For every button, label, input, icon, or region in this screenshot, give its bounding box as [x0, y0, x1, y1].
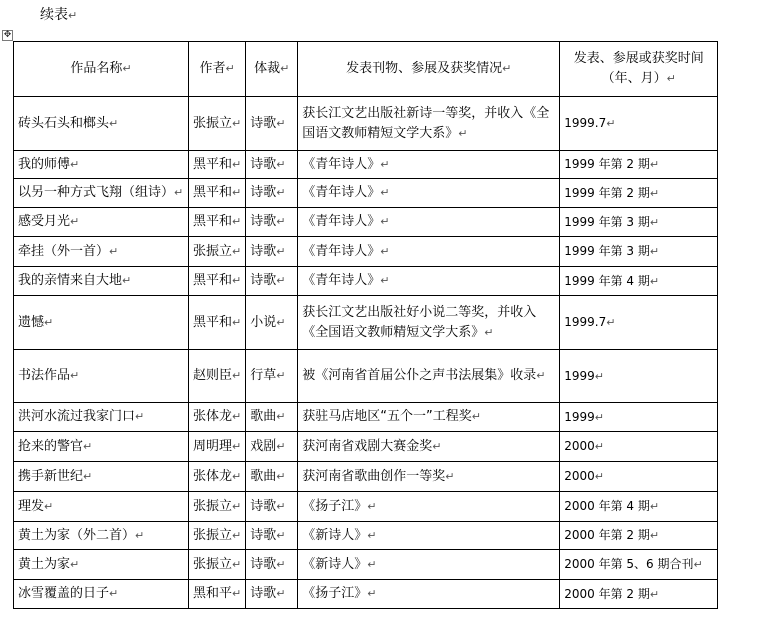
table-row	[14, 403, 718, 432]
paragraph-mark-icon: ↵	[44, 315, 54, 329]
cell-time	[560, 403, 718, 432]
cell-author-text: 黑和平	[193, 586, 233, 601]
paragraph-mark-icon: ↵	[232, 499, 242, 513]
cell-genre-text: 歌曲	[250, 409, 277, 424]
paragraph-mark-icon: ↵	[276, 244, 286, 258]
paragraph-mark-icon: ↵	[109, 587, 119, 600]
cell-time-text: 1999 年第 2 期	[564, 185, 650, 200]
paragraph-mark-icon: ↵	[458, 126, 468, 140]
cell-time-text: 1999.7	[564, 315, 607, 329]
paragraph-mark-icon: ↵	[606, 316, 616, 329]
paragraph-mark-icon: ↵	[649, 529, 660, 542]
paragraph-mark-icon: ↵	[484, 325, 494, 339]
cell-genre-text: 歌曲	[250, 468, 277, 484]
cell-author	[189, 97, 246, 151]
cell-genre	[246, 237, 298, 267]
paragraph-mark-icon: ↵	[276, 369, 286, 382]
cell-title	[14, 151, 189, 179]
paragraph-mark-icon: ↵	[367, 557, 377, 571]
cell-title-text: 遗憾	[18, 314, 45, 330]
works-table	[13, 41, 718, 609]
paragraph-mark-icon: ↵	[367, 499, 377, 513]
paragraph-mark-icon: ↵	[83, 469, 93, 483]
cell-genre-text: 诗歌	[250, 156, 277, 172]
cell-title	[14, 522, 189, 550]
paragraph-mark-icon: ↵	[445, 469, 455, 483]
paragraph-mark-icon: ↵	[276, 469, 286, 483]
cell-publication-text: 获长江文艺出版社新诗一等奖，并收入《全国语文教师精短文学大系》	[302, 105, 550, 141]
header-author: 作者↵	[189, 42, 246, 97]
cell-time	[560, 97, 718, 151]
cell-publication	[298, 267, 560, 296]
cell-title-text: 感受月光	[18, 214, 71, 229]
paragraph-mark-icon: ↵	[232, 244, 242, 258]
table-move-handle-icon[interactable]: ✥	[3, 30, 12, 40]
paragraph-mark-icon: ↵	[232, 469, 242, 483]
cell-genre	[246, 580, 298, 609]
cell-time	[560, 580, 718, 609]
paragraph-mark-icon: ↵	[594, 470, 604, 483]
paragraph-mark-icon: ↵	[109, 116, 119, 130]
paragraph-mark-icon: ↵	[276, 587, 286, 600]
cell-publication-text: 《新诗人》	[302, 527, 368, 543]
cell-genre-text: 戏剧	[250, 438, 277, 454]
cell-title	[14, 179, 189, 208]
cell-title-text: 黄土为家（外二首）	[18, 527, 136, 543]
cell-publication-text: 《青年诗人》	[302, 273, 381, 288]
paragraph-mark-icon: ↵	[68, 9, 78, 22]
table-caption	[40, 6, 77, 25]
paragraph-mark-icon: ↵	[649, 158, 660, 171]
paragraph-mark-icon: ↵	[70, 157, 80, 171]
cell-publication	[298, 350, 560, 403]
cell-author	[189, 462, 246, 492]
cell-author	[189, 432, 246, 462]
paragraph-mark-icon: ↵	[380, 186, 390, 199]
paragraph-mark-icon: ↵	[232, 274, 242, 287]
paragraph-mark-icon: ↵	[232, 439, 242, 453]
cell-time-text: 2000 年第 2 期	[564, 528, 650, 542]
cell-publication	[298, 151, 560, 179]
paragraph-mark-icon: ↵	[135, 528, 145, 542]
paragraph-mark-icon: ↵	[276, 439, 286, 453]
cell-genre	[246, 462, 298, 492]
cell-time-text: 2000	[564, 439, 595, 453]
cell-publication	[298, 97, 560, 151]
cell-author	[189, 350, 246, 403]
paragraph-mark-icon: ↵	[174, 186, 184, 199]
cell-publication-text: 被《河南省首届公仆之声书法展集》收录	[302, 368, 537, 383]
cell-title-text: 抢来的警官	[18, 438, 84, 454]
cell-author	[189, 267, 246, 296]
table-row	[14, 350, 718, 403]
paragraph-mark-icon: ↵	[232, 557, 242, 571]
paragraph-mark-icon: ↵	[536, 369, 546, 382]
cell-time	[560, 432, 718, 462]
cell-publication-text: 获河南省歌曲创作一等奖	[302, 468, 446, 484]
cell-genre	[246, 403, 298, 432]
paragraph-mark-icon: ↵	[649, 500, 660, 513]
cell-time-text: 1999 年第 3 期	[564, 214, 650, 229]
table-row	[14, 267, 718, 296]
paragraph-mark-icon: ↵	[122, 274, 132, 287]
cell-publication	[298, 492, 560, 522]
header-time: 发表、参展或获奖时间 （年、月）↵	[560, 42, 718, 97]
cell-author-text: 黑平和	[193, 214, 233, 229]
table-row	[14, 237, 718, 267]
cell-time-text: 1999 年第 3 期	[564, 244, 650, 258]
paragraph-mark-icon: ↵	[606, 117, 616, 130]
paragraph-mark-icon: ↵	[276, 215, 286, 228]
header-publication: 发表刊物、参展及获奖情况↵	[298, 42, 560, 97]
paragraph-mark-icon: ↵	[276, 186, 286, 199]
paragraph-mark-icon: ↵	[232, 186, 242, 199]
cell-genre	[246, 522, 298, 550]
cell-author	[189, 179, 246, 208]
cell-publication-text: 《扬子江》	[302, 586, 368, 601]
paragraph-mark-icon: ↵	[276, 157, 286, 171]
cell-author-text: 黑平和	[193, 314, 233, 330]
paragraph-mark-icon: ↵	[232, 587, 242, 600]
cell-title	[14, 97, 189, 151]
paragraph-mark-icon: ↵	[276, 315, 286, 329]
table-row	[14, 462, 718, 492]
cell-title-text: 我的师傅	[18, 156, 71, 172]
cell-author-text: 张体龙	[193, 468, 233, 484]
cell-time	[560, 296, 718, 350]
cell-time	[560, 151, 718, 179]
paragraph-mark-icon: ↵	[232, 157, 242, 171]
cell-time	[560, 237, 718, 267]
cell-author	[189, 237, 246, 267]
table-row	[14, 492, 718, 522]
cell-genre-text: 行草	[250, 368, 277, 383]
table-row	[14, 151, 718, 179]
table-row	[14, 97, 718, 151]
cell-author	[189, 151, 246, 179]
cell-title-text: 牵挂（外一首）	[18, 243, 110, 259]
cell-publication	[298, 296, 560, 350]
cell-author-text: 周明理	[193, 438, 233, 454]
cell-title	[14, 550, 189, 580]
cell-publication-text: 《青年诗人》	[302, 156, 381, 172]
cell-author	[189, 296, 246, 350]
cell-genre	[246, 267, 298, 296]
cell-author-text: 黑平和	[193, 185, 233, 200]
paragraph-mark-icon: ↵	[649, 186, 660, 200]
cell-author-text: 赵则臣	[193, 368, 233, 383]
cell-publication	[298, 550, 560, 580]
paragraph-mark-icon: ↵	[70, 369, 80, 382]
table-row	[14, 208, 718, 237]
cell-genre	[246, 492, 298, 522]
header-genre: 体裁↵	[246, 42, 298, 97]
cell-author-text: 张体龙	[193, 409, 233, 424]
cell-time	[560, 267, 718, 296]
cell-publication-text: 《青年诗人》	[302, 185, 381, 200]
cell-publication-text: 获河南省戏剧大赛金奖	[302, 438, 433, 454]
cell-genre	[246, 151, 298, 179]
cell-author	[189, 550, 246, 580]
cell-publication	[298, 522, 560, 550]
paragraph-mark-icon: ↵	[380, 157, 390, 171]
cell-genre-text: 小说	[250, 314, 277, 330]
cell-time-text: 1999 年第 2 期	[564, 157, 650, 171]
cell-publication	[298, 237, 560, 267]
cell-genre	[246, 296, 298, 350]
paragraph-mark-icon: ↵	[83, 439, 93, 453]
cell-title-text: 书法作品	[18, 368, 71, 383]
cell-publication-text: 《新诗人》	[302, 556, 368, 572]
cell-time	[560, 350, 718, 403]
cell-publication	[298, 403, 560, 432]
paragraph-mark-icon: ↵	[594, 410, 604, 424]
cell-genre	[246, 350, 298, 403]
cell-author-text: 张振立	[193, 243, 233, 259]
cell-title	[14, 350, 189, 403]
cell-publication	[298, 580, 560, 609]
table-row	[14, 580, 718, 609]
cell-author	[189, 580, 246, 609]
table-row	[14, 296, 718, 350]
cell-author-text: 黑平和	[193, 156, 233, 172]
cell-title	[14, 492, 189, 522]
cell-genre	[246, 432, 298, 462]
cell-time-text: 1999	[564, 368, 595, 383]
paragraph-mark-icon: ↵	[367, 528, 377, 542]
cell-publication-text: 《扬子江》	[302, 498, 368, 514]
cell-publication	[298, 432, 560, 462]
cell-title	[14, 267, 189, 296]
paragraph-mark-icon: ↵	[367, 587, 377, 600]
paragraph-mark-icon: ↵	[649, 587, 660, 601]
cell-title-text: 砖头石头和榔头	[18, 115, 110, 131]
cell-time-text: 1999.7	[564, 116, 607, 130]
paragraph-mark-icon: ↵	[232, 528, 242, 542]
table-row	[14, 550, 718, 580]
paragraph-mark-icon: ↵	[649, 245, 660, 258]
table-row	[14, 179, 718, 208]
cell-title	[14, 580, 189, 609]
cell-time-text: 1999	[564, 409, 595, 424]
header-title: 作品名称↵	[14, 42, 189, 97]
paragraph-mark-icon: ↵	[276, 528, 286, 542]
cell-genre-text: 诗歌	[250, 586, 277, 601]
cell-genre-text: 诗歌	[250, 214, 277, 229]
cell-time	[560, 492, 718, 522]
cell-time-text: 2000 年第 5、6 期合刊	[564, 557, 694, 571]
paragraph-mark-icon: ↵	[276, 116, 286, 130]
paragraph-mark-icon: ↵	[232, 116, 242, 130]
paragraph-mark-icon: ↵	[232, 315, 242, 329]
paragraph-mark-icon: ↵	[594, 440, 604, 453]
cell-title	[14, 403, 189, 432]
paragraph-mark-icon: ↵	[276, 499, 286, 513]
cell-genre-text: 诗歌	[250, 498, 277, 514]
cell-time	[560, 522, 718, 550]
cell-title-text: 黄土为家	[18, 556, 71, 572]
paragraph-mark-icon: ↵	[232, 369, 242, 382]
cell-publication-text: 《青年诗人》	[302, 214, 381, 229]
cell-genre	[246, 179, 298, 208]
cell-title-text: 理发	[18, 498, 45, 514]
cell-time-text: 2000	[564, 469, 595, 483]
cell-genre-text: 诗歌	[250, 185, 277, 200]
cell-title-text: 以另一种方式飞翔（组诗）	[18, 185, 175, 200]
cell-genre	[246, 550, 298, 580]
cell-genre-text: 诗歌	[250, 243, 277, 259]
paragraph-mark-icon: ↵	[594, 369, 604, 383]
paragraph-mark-icon: ↵	[44, 499, 54, 513]
cell-publication-text: 获长江文艺出版社好小说二等奖，并收入《全国语文教师精短文学大系》	[302, 304, 537, 340]
cell-publication-text: 《青年诗人》	[302, 243, 381, 259]
paragraph-mark-icon: ↵	[471, 410, 481, 423]
paragraph-mark-icon: ↵	[109, 244, 119, 258]
paragraph-mark-icon: ↵	[232, 215, 242, 228]
paragraph-mark-icon: ↵	[649, 274, 660, 288]
cell-publication-text: 获驻马店地区“五个一”工程奖	[302, 409, 472, 424]
cell-author-text: 张振立	[193, 556, 233, 572]
cell-time-text: 2000 年第 4 期	[564, 499, 650, 513]
cell-title	[14, 208, 189, 237]
cell-author-text: 黑平和	[193, 273, 233, 288]
cell-author	[189, 522, 246, 550]
cell-title	[14, 296, 189, 350]
cell-author	[189, 403, 246, 432]
paragraph-mark-icon: ↵	[135, 410, 145, 423]
cell-time	[560, 179, 718, 208]
cell-time-text: 1999 年第 4 期	[564, 273, 650, 288]
cell-title-text: 冰雪覆盖的日子	[18, 586, 110, 601]
cell-title-text: 携手新世纪	[18, 468, 84, 484]
paragraph-mark-icon: ↵	[232, 410, 242, 423]
cell-genre	[246, 97, 298, 151]
cell-publication	[298, 179, 560, 208]
cell-title-text: 洪河水流过我家门口	[18, 409, 136, 424]
cell-time	[560, 208, 718, 237]
cell-genre-text: 诗歌	[250, 527, 277, 543]
cell-title	[14, 432, 189, 462]
cell-genre-text: 诗歌	[250, 115, 277, 131]
cell-title	[14, 462, 189, 492]
cell-author	[189, 208, 246, 237]
cell-time	[560, 462, 718, 492]
cell-publication	[298, 462, 560, 492]
table-row	[14, 522, 718, 550]
caption-text: 续表	[40, 7, 68, 23]
paragraph-mark-icon: ↵	[649, 215, 660, 229]
cell-title-text: 我的亲情来自大地	[18, 273, 123, 288]
paragraph-mark-icon: ↵	[70, 557, 80, 571]
cell-time	[560, 550, 718, 580]
header-row	[14, 42, 718, 97]
cell-publication	[298, 208, 560, 237]
table-row	[14, 432, 718, 462]
paragraph-mark-icon: ↵	[432, 439, 442, 453]
paragraph-mark-icon: ↵	[693, 558, 703, 571]
cell-author	[189, 492, 246, 522]
paragraph-mark-icon: ↵	[380, 215, 390, 228]
paragraph-mark-icon: ↵	[70, 215, 80, 228]
cell-genre-text: 诗歌	[250, 273, 277, 288]
cell-genre	[246, 208, 298, 237]
cell-time-text: 2000 年第 2 期	[564, 586, 650, 601]
cell-author-text: 张振立	[193, 498, 233, 514]
cell-author-text: 张振立	[193, 527, 233, 543]
paragraph-mark-icon: ↵	[276, 557, 286, 571]
paragraph-mark-icon: ↵	[380, 274, 390, 287]
cell-title	[14, 237, 189, 267]
paragraph-mark-icon: ↵	[276, 410, 286, 423]
cell-genre-text: 诗歌	[250, 556, 277, 572]
paragraph-mark-icon: ↵	[276, 274, 286, 287]
cell-author-text: 张振立	[193, 115, 233, 131]
paragraph-mark-icon: ↵	[380, 244, 390, 258]
